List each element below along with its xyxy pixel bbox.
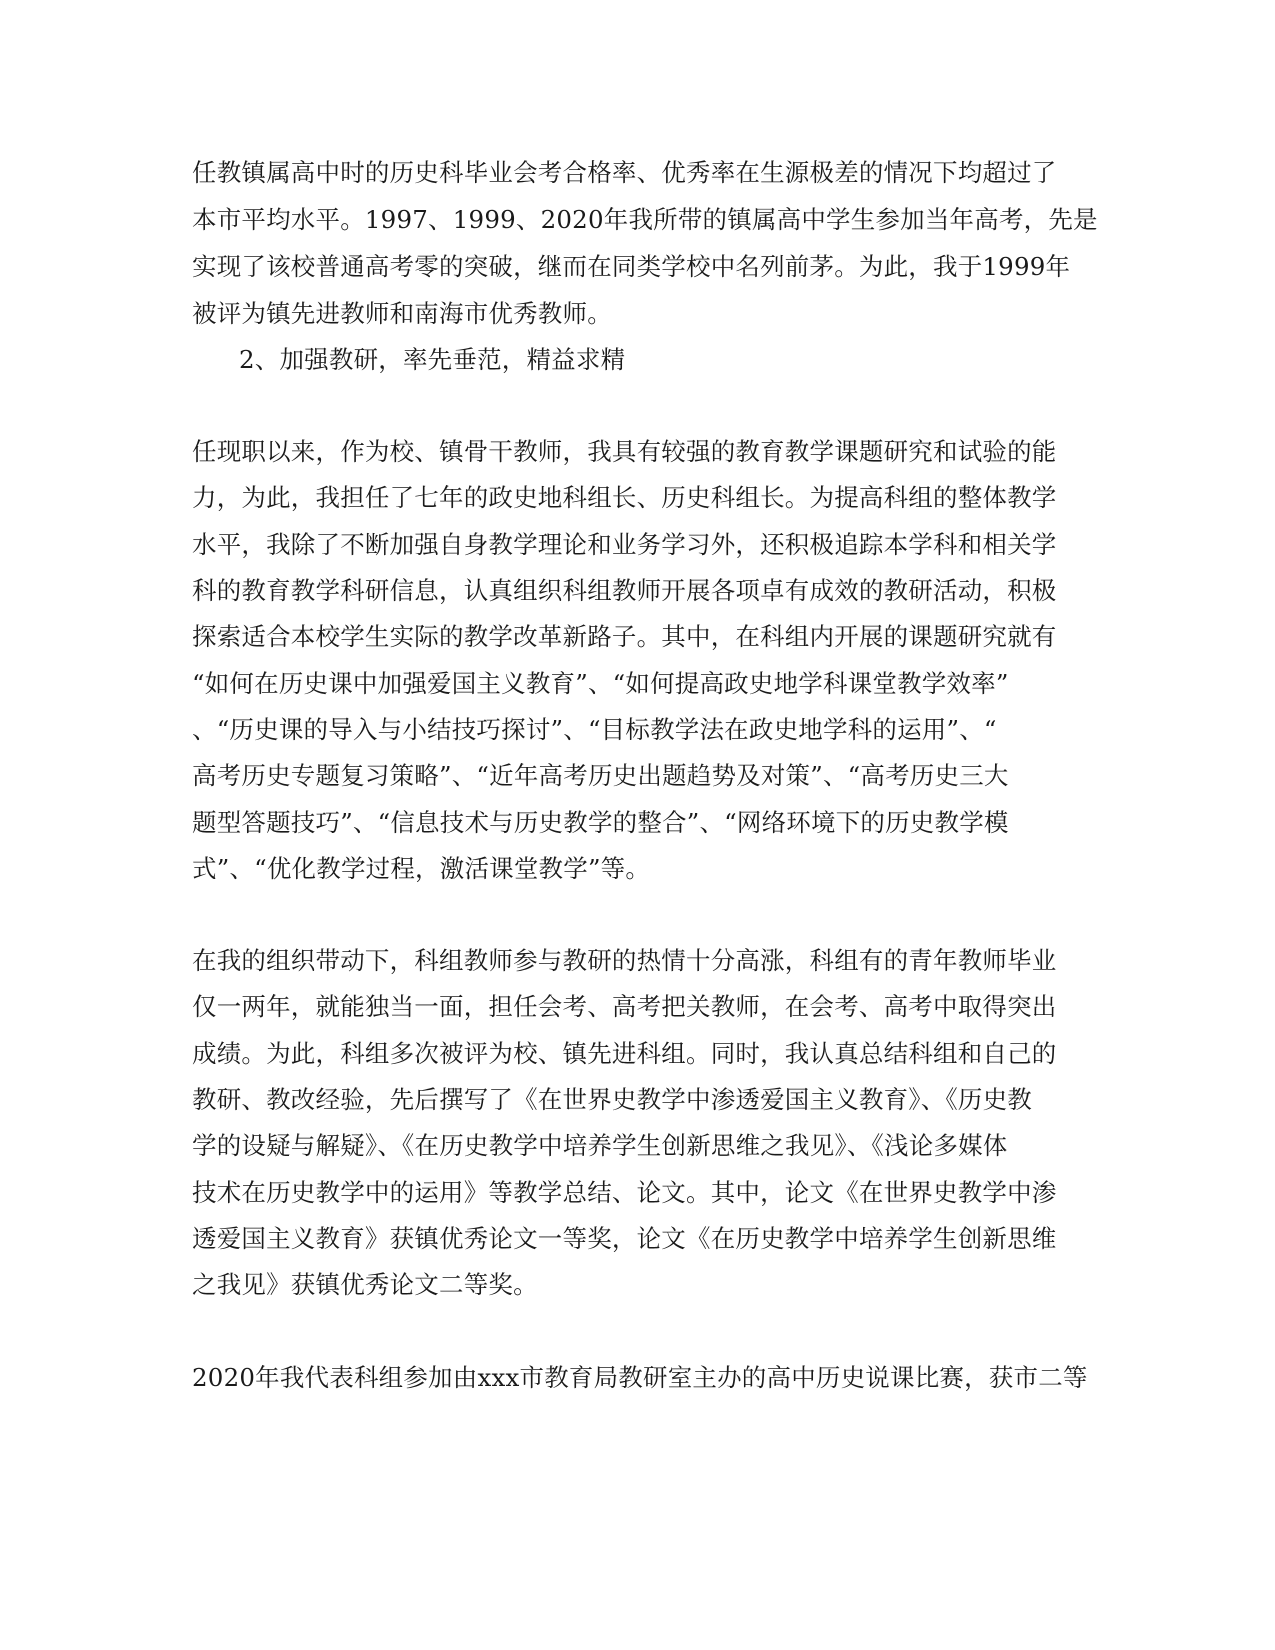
paragraph-3-line-8: 之我见》获镇优秀论文二等奖。 <box>192 1270 538 1299</box>
paragraph-1-line-2: 本市平均水平。1997、1999、2020年我所带的镇属高中学生参加当年高考，先是 <box>192 205 1098 234</box>
paragraph-2-line-6: “如何在历史课中加强爱国主义教育”、“如何提高政史地学科课堂教学效率” <box>192 669 1009 698</box>
paragraph-3-line-1: 在我的组织带动下，科组教师参与教研的热情十分高涨，科组有的青年教师毕业 <box>192 946 1057 975</box>
paragraph-3-line-6: 技术在历史教学中的运用》等教学总结、论文。其中，论文《在世界史教学中渗 <box>192 1178 1057 1207</box>
paragraph-4-line-1: 2020年我代表科组参加由xxx市教育局教研室主办的高中历史说课比赛，获市二等 <box>192 1363 1088 1392</box>
paragraph-2-line-7: 、“历史课的导入与小结技巧探讨”、“目标教学法在政史地学科的运用”、“ <box>192 715 997 744</box>
paragraph-1-line-3: 实现了该校普通高考零的突破，继而在同类学校中名列前茅。为此，我于1999年 <box>192 252 1071 281</box>
section-heading: 2、加强教研，率先垂范，精益求精 <box>239 345 626 374</box>
paragraph-3-line-2: 仅一两年，就能独当一面，担任会考、高考把关教师，在会考、高考中取得突出 <box>192 992 1057 1021</box>
paragraph-2-line-1: 任现职以来，作为校、镇骨干教师，我具有较强的教育教学课题研究和试验的能 <box>192 437 1057 466</box>
paragraph-3-line-7: 透爱国主义教育》获镇优秀论文一等奖，论文《在历史教学中培养学生创新思维 <box>192 1224 1057 1253</box>
paragraph-2-line-5: 探索适合本校学生实际的教学改革新路子。其中，在科组内开展的课题研究就有 <box>192 622 1057 651</box>
paragraph-2-line-10: 式”、“优化教学过程，激活课堂教学”等。 <box>192 854 651 883</box>
paragraph-2-line-4: 科的教育教学科研信息，认真组织科组教师开展各项卓有成效的教研活动，积极 <box>192 576 1057 605</box>
paragraph-3-line-4: 教研、教改经验，先后撰写了《在世界史教学中渗透爱国主义教育》、《历史教 <box>192 1085 1032 1114</box>
paragraph-2-line-8: 高考历史专题复习策略”、“近年高考历史出题趋势及对策”、“高考历史三大 <box>192 761 1009 790</box>
paragraph-3-line-5: 学的设疑与解疑》、《在历史教学中培养学生创新思维之我见》、《浅论多媒体 <box>192 1131 1008 1160</box>
paragraph-2-line-2: 力，为此，我担任了七年的政史地科组长、历史科组长。为提高科组的整体教学 <box>192 483 1057 512</box>
paragraph-2-line-9: 题型答题技巧”、“信息技术与历史教学的整合”、“网络环境下的历史教学模 <box>192 808 1009 837</box>
paragraph-3-line-3: 成绩。为此，科组多次被评为校、镇先进科组。同时，我认真总结科组和自己的 <box>192 1039 1057 1068</box>
paragraph-1-line-1: 任教镇属高中时的历史科毕业会考合格率、优秀率在生源极差的情况下均超过了 <box>192 158 1057 187</box>
paragraph-1-line-4: 被评为镇先进教师和南海市优秀教师。 <box>192 299 612 328</box>
paragraph-2-line-3: 水平，我除了不断加强自身教学理论和业务学习外，还积极追踪本学科和相关学 <box>192 530 1057 559</box>
